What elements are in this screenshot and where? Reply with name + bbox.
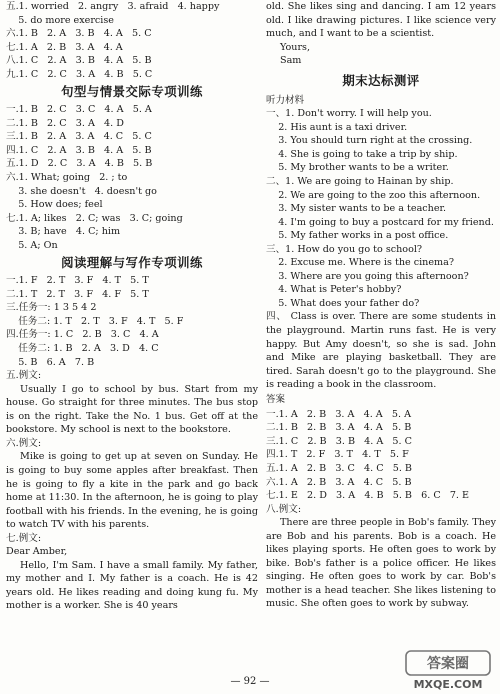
section-heading-final-test: 期末达标测评 [342,72,420,88]
section-heading-sentence-patterns: 句型与情景交际专项训练 [61,84,203,100]
answer-line: 5. A; On [6,239,58,251]
answer-line: 四.1. T 2. F 3. T 4. T 5. F [266,449,409,461]
listening-line: 3. Where are you going this afternoon? [266,270,469,282]
right-column [266,0,496,611]
answer-line: 3. she doesn't 4. doesn't go [6,185,157,197]
listening-line: 一、1. Don't worry. I will help you. [266,108,432,120]
sample-essay-paragraph: old. She likes sing and dancing. I am 12 years old. I like drawing pictures. I like science very much, and I want to be a scientist. [266,1,496,40]
listening-line: 5. My brother wants to be a writer. [266,162,449,174]
answer-line: 三.1. C 2. B 3. B 4. A 5. C [266,435,412,447]
listening-line: 三、1. How do you go to school? [266,243,423,255]
answer-line: 5. do more exercise [6,14,114,26]
logo-glyphs: 答案圈 [427,656,469,672]
answer-line: 二.1. B 2. C 3. A 4. D [6,117,124,129]
answer-line: 五.例文: [6,370,42,382]
answer-line: 五.1. A 2. B 3. C 4. C 5. B [266,462,412,474]
answer-line: 二.1. T 2. T 3. F 4. F 5. T [6,288,149,300]
site-logo-watermark [400,648,496,692]
answer-line: 二.1. B 2. B 3. A 4. A 5. B [266,422,412,434]
listening-line: 3. My sister wants to be a teacher. [266,203,447,215]
answer-line: 一.1. F 2. T 3. F 4. T 5. T [6,275,149,287]
answer-line: 七.1. A; likes 2. C; was 3. C; going [6,212,183,224]
left-column [6,0,258,613]
answer-line: 五.1. worried 2. angry 3. afraid 4. happy [6,1,220,12]
answer-line: 5. B 6. A 7. B [6,356,95,368]
sample-essay-paragraph: There are three people in Bob's family. They are Bob and his parents. Bob is a coach. He likes playing sports. He often goes to work by bike. Bob's father is a police officer. He likes singing. He often goes to work by car. Bob's mother is a head teacher. She likes listening to music. She often goes to work by subway. [266,517,496,610]
listening-line: 4. I'm going to buy a postcard for my friend. [266,216,494,228]
answer-line: 六.1. B 2. A 3. B 4. A 5. C [6,28,152,40]
listening-line: 5. My father works in a post office. [266,230,449,242]
listening-line: 4. She is going to take a trip by ship. [266,148,458,160]
watermark-text: MXQE.COM [413,678,483,691]
answer-line: 六.1. What; going 2. ; to [6,172,128,184]
answer-line: 三.任务一: 1 3 5 4 2 [6,302,97,314]
listening-line: 3. You should turn right at the crossing. [266,135,473,147]
answer-line: 四.任务一: 1. C 2. B 3. C 4. A [6,329,159,341]
listening-material-label: 听力材料 [266,94,305,106]
answer-line: 七.1. A 2. B 3. A 4. A [6,41,123,53]
letter-signature: Sam [280,55,302,67]
listening-paragraph: 四、 Class is over. There are some students in the playground. Martin runs fast. He is very happy. But Amy doesn't, so she is sad. John and Mike are playing basketball. They are tired. Sarah doesn't go to the playground. She is reading a book in the classroom. [266,311,496,391]
answer-line: 任务二: 1. B 2. A 3. D 4. C [6,343,159,355]
listening-line: 4. What is Peter's hobby? [266,284,402,296]
answer-line: 五.1. D 2. C 3. A 4. B 5. B [6,158,153,170]
letter-closing: Yours, [280,41,311,53]
letter-salutation: Dear Amber, [6,546,68,558]
sample-essay-paragraph: Mike is going to get up at seven on Sunday. He is going to buy some apples after breakfast. Then he is going to fly a kite in the park and go back home at 11:30. In the afternoon, he is going to play football with his friends. In the evening, he is going to watch TV with his parents. [6,451,258,531]
answer-line: 八.1. C 2. A 3. B 4. A 5. B [6,55,152,67]
answer-line: 七.例文: [6,532,42,544]
answer-line: 三.1. B 2. A 3. A 4. C 5. C [6,131,152,143]
answer-line: 一.1. B 2. C 3. C 4. A 5. A [6,104,152,116]
answer-line: 3. B; have 4. C; him [6,226,121,238]
listening-line: 5. What does your father do? [266,297,420,309]
answer-line: 一.1. A 2. B 3. A 4. A 5. A [266,408,412,420]
answer-line: 四.1. C 2. A 3. B 4. A 5. B [6,144,152,156]
answer-line: 九.1. C 2. C 3. A 4. B 5. C [6,68,153,80]
sample-essay-paragraph: Usually I go to school by bus. Start from my house. Go straight for three minutes. The bus stop is on the right. Take the No. 1 bus. Get off at the bookstore. My school is next to the bookstore. [6,383,258,436]
answer-line: 六.1. A 2. B 3. A 4. C 5. B [266,476,412,488]
answer-line: 八.例文: [266,503,302,515]
answer-line: 任务二: 1. T 2. T 3. F 4. T 5. F [6,315,184,327]
sample-essay-paragraph: Hello, I'm Sam. I have a small family. My father, my mother and I. My father is a coach. He is 42 years old. He likes reading and doing kung fu. My mother is a worker. She is 40 years [6,559,258,612]
section-heading-reading-writing: 阅读理解与写作专项训练 [61,255,203,271]
answer-line: 5. How does; feel [6,199,103,211]
listening-line: 二、1. We are going to Hainan by ship. [266,176,454,188]
listening-line: 2. We are going to the zoo this afternoon. [266,189,481,201]
answers-label: 答案 [266,393,286,405]
answer-line: 六.例文: [6,437,42,449]
listening-line: 2. Excuse me. Where is the cinema? [266,257,454,269]
page-number: — 92 — [230,676,270,687]
listening-line: 2. His aunt is a taxi driver. [266,121,408,133]
answer-line: 七.1. E 2. D 3. A 4. B 5. B 6. C 7. E [266,490,470,502]
